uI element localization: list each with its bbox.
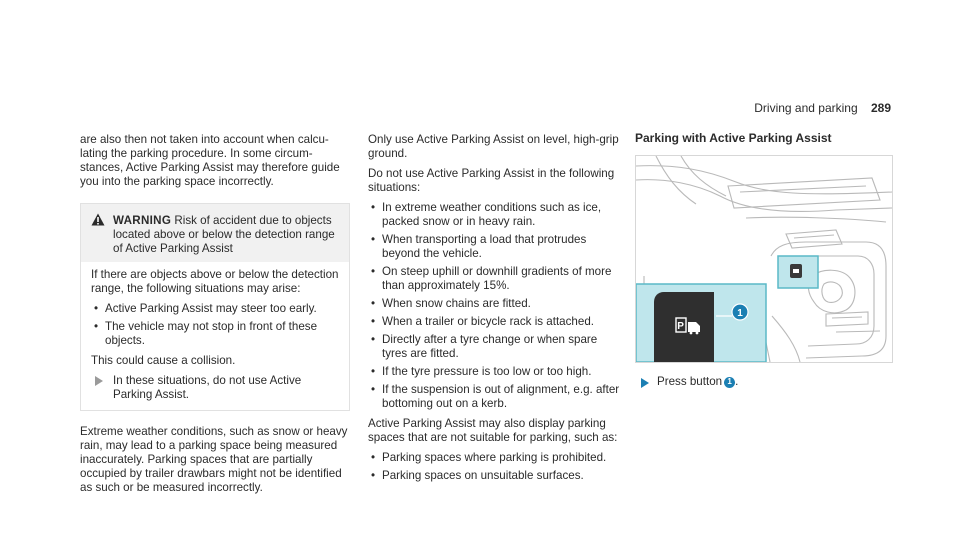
section-title: Driving and parking: [754, 101, 858, 115]
list-item: • Directly after a tyre change or when spare tyres are fitted.: [371, 333, 598, 360]
section-heading: Parking with Active Parking Assist: [635, 131, 832, 145]
warning-step-text: In these situations, do not use Active Parking Assist.: [113, 374, 302, 401]
arrow-right-icon: [635, 376, 657, 388]
list-item: • When snow chains are fitted.: [371, 297, 531, 310]
press-button-instruction: [635, 375, 895, 389]
column-left: [80, 133, 350, 501]
list-item: • Active Parking Assist may steer too early.: [94, 302, 317, 315]
do-not-use-paragraph: Do not use Active Parking Assist in the following situations:: [368, 167, 615, 194]
warning-step: [91, 374, 339, 402]
warning-label: WARNING: [113, 214, 172, 227]
list-item: • If the tyre pressure is too low or too high.: [371, 365, 592, 378]
warning-header: [81, 204, 349, 262]
warning-list: [91, 302, 339, 348]
level-ground-paragraph: Only use Active Parking Assist on level, high-grip ground.: [368, 133, 619, 160]
list-item: • When a trailer or bicycle rack is attached.: [371, 315, 594, 328]
weather-paragraph: Extreme weather conditions, such as snow or heavy rain, may lead to a parking space being measured inaccurately. Parking spaces that are partially occupied by trailer drawbars might not be identified as such or be measured incorrectly.: [80, 425, 348, 494]
list-item: • The vehicle may not stop in front of these objects.: [94, 320, 318, 347]
page-number: 289: [870, 101, 891, 115]
center-console-illustration: [635, 155, 893, 363]
list-item: • When transporting a load that protrudes beyond the vehicle.: [371, 233, 587, 260]
list-item: • Parking spaces on unsuitable surfaces.: [371, 469, 584, 482]
console-drawing: [636, 156, 892, 362]
callout-marker: [732, 304, 748, 320]
column-middle: [368, 133, 623, 489]
warning-triangle-icon: [91, 213, 113, 230]
warning-box: [80, 203, 350, 411]
page-header: [754, 101, 891, 115]
list-item: • If the suspension is out of alignment, e.g. after bottoming out on a kerb.: [371, 383, 620, 410]
unsuitable-paragraph: Active Parking Assist may also display parking spaces that are not suitable for parking, such as:: [368, 417, 618, 444]
console-button-symbol: [793, 269, 799, 273]
inline-marker: 1: [724, 377, 735, 388]
instruction-suffix: .: [735, 375, 739, 388]
list-item: • In extreme weather conditions such as ice, packed snow or in heavy rain.: [371, 201, 602, 228]
list-item: • Parking spaces where parking is prohibited.: [371, 451, 607, 464]
list-item: • On steep uphill or downhill gradients of more than approximately 15%.: [371, 265, 612, 292]
instruction-prefix: Press button: [657, 375, 723, 388]
warning-body: [81, 262, 349, 410]
callout-marker-label: 1: [737, 308, 743, 319]
warning-title-block: [113, 214, 339, 256]
warning-body-text: If there are objects above or below the detection range, the following situations may arise:: [91, 268, 339, 295]
warning-title-text: Risk of accident due to objects located above or below the detection range of Active Parking Assist: [113, 214, 335, 255]
warning-consequence: This could cause a collision.: [91, 354, 236, 367]
intro-paragraph: are also then not taken into account when calculating the parking procedure. In some circumstances, Active Parking Assist may therefore guide you into the parking space incorrectly.: [80, 133, 340, 188]
column-right: [635, 133, 895, 389]
unsuitable-list: [368, 451, 623, 483]
svg-text:P: P: [677, 321, 684, 332]
situations-list: [368, 201, 623, 411]
parking-button-closeup: [654, 292, 714, 362]
arrow-right-icon: [91, 374, 113, 402]
